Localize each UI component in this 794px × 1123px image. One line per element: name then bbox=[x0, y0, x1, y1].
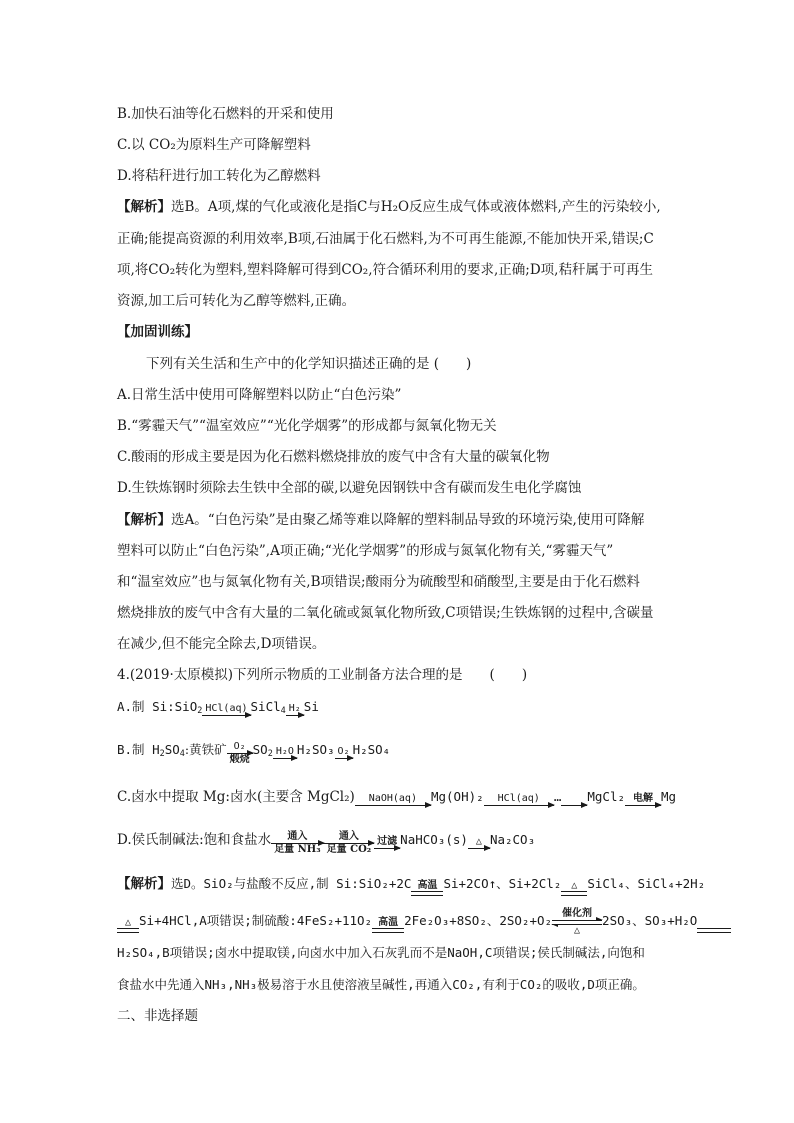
reaction-arrow bbox=[324, 831, 375, 855]
condition-text: △ bbox=[571, 880, 578, 891]
reinforcement-title: 【加固训练】 bbox=[117, 324, 198, 340]
equals-condition bbox=[117, 917, 139, 933]
option-a-prefix: A.制 Si:SiO bbox=[117, 699, 198, 714]
reaction-arrow bbox=[227, 741, 253, 765]
analysis-text: Si+4HCl,A项错误;制硫酸:4FeS₂+11O₂ bbox=[139, 913, 373, 928]
heat-symbol: △ bbox=[574, 925, 581, 936]
reversible-arrow bbox=[552, 908, 602, 936]
analysis-text: SiCl₄、SiCl₄+2H₂ bbox=[587, 876, 706, 891]
option-d-prev: D.将秸秆进行加工转化为乙醇燃料 bbox=[117, 168, 321, 184]
section-heading: 二、非选择题 bbox=[117, 1008, 198, 1024]
condition-text: △ bbox=[125, 917, 132, 928]
option-b-so2: SO bbox=[252, 742, 268, 757]
reaction-arrow bbox=[273, 746, 297, 759]
question-4-option-b: B.制 $H_2SO_4$:黄铁矿 O₂ 煅烧 $SO_2$ H₂O H₂SO₃ O₂ H₂SO₄ bbox=[117, 741, 391, 765]
reinforcement-option-a: A.日常生活中使用可降解塑料以防止“白色污染” bbox=[117, 387, 402, 403]
analysis-text: 选D。SiO₂与盐酸不反应,制 Si:SiO₂+2C bbox=[171, 876, 412, 891]
reinforcement-stem: 下列有关生活和生产中的化学知识描述正确的是 ( ) bbox=[146, 356, 472, 372]
option-b-prev: B.加快石油等化石燃料的开采和使用 bbox=[117, 106, 334, 122]
analysis-text: 2SO₃、SO₃+H₂O bbox=[602, 913, 698, 928]
analysis-text: 选B。A项,煤的气化或液化是指C与H₂O反应生成气体或液体燃料,产生的污染较小, bbox=[171, 199, 661, 215]
analysis-label: 【解析】 bbox=[117, 199, 171, 215]
option-c-product: Mg bbox=[661, 789, 677, 804]
equals-condition bbox=[561, 880, 587, 896]
option-d-intermediate: NaHCO₃(s) bbox=[400, 832, 468, 847]
catalyst-label: 催化剂 bbox=[562, 908, 593, 919]
option-b-prefix: B.制 H bbox=[117, 742, 160, 757]
option-b-h2so3: H₂SO₃ bbox=[296, 742, 335, 757]
arrow-condition: H₂ bbox=[288, 703, 301, 714]
analysis-2-line-5: 在减少,但不能完全除去,D项错误。 bbox=[117, 636, 326, 652]
analysis-1-line-2: 正确;能提高资源的利用效率,B项,石油属于化石燃料,为不可再生能源,不能加快开采,错误;C bbox=[117, 231, 654, 247]
question-4-stem: 4.(2019·太原模拟)下列所示物质的工业制备方法合理的是 ( ) bbox=[117, 667, 528, 683]
arrow-condition: 电解 bbox=[633, 793, 654, 804]
option-a-product: Si bbox=[303, 699, 319, 714]
equals-sign bbox=[697, 917, 731, 933]
heat-symbol: △ bbox=[475, 836, 482, 847]
arrow-condition-bottom: 煅烧 bbox=[229, 754, 250, 765]
option-d-product: Na₂CO₃ bbox=[489, 832, 536, 847]
option-c-prefix: C.卤水中提取 Mg:卤水(主要含 MgCl₂) bbox=[117, 789, 355, 805]
option-b-text: :黄铁矿 bbox=[184, 742, 227, 757]
analysis-2-line-3: 和“温室效应”也与氮氧化物有关,B项错误;酸雨分为硫酸型和硝酸型,主要是由于化石燃料 bbox=[117, 574, 640, 590]
reaction-arrow bbox=[468, 836, 490, 849]
analysis-text: 选A。“白色污染”是由聚乙烯等难以降解的塑料制品导致的环境污染,使用可降解 bbox=[171, 512, 645, 528]
option-b-formula: SO bbox=[164, 742, 180, 757]
analysis-label: 【解析】 bbox=[117, 876, 171, 892]
reinforcement-option-b: B.“雾霾天气”“温室效应”“光化学烟雾”的形成都与氮氧化物无关 bbox=[117, 418, 497, 434]
equals-condition bbox=[411, 880, 443, 896]
option-b-product: H₂SO₄ bbox=[352, 742, 391, 757]
analysis-1-line-1 bbox=[117, 197, 661, 217]
option-d-prefix: D.侯氏制碱法:饱和食盐水 bbox=[117, 832, 272, 848]
arrow-condition: 过滤 bbox=[377, 836, 398, 847]
analysis-2-line-4: 燃烧排放的废气中含有大量的二氧化硫或氮氧化物所致,C项错误;生铁炼钢的过程中,含碳量 bbox=[117, 605, 654, 621]
arrow-condition: H₂O bbox=[275, 746, 294, 757]
analysis-3-line-3: H₂SO₄,B项错误;卤水中提取镁,向卤水中加入石灰乳而不是NaOH,C项错误;侯氏制碱法,向饱和 bbox=[117, 945, 645, 960]
reaction-arrow bbox=[202, 703, 250, 716]
arrow-condition: HCl(aq) bbox=[497, 793, 540, 804]
analysis-1-line-4: 资源,加工后可转化为乙醇等燃料,正确。 bbox=[117, 293, 356, 309]
arrow-condition-top: O₂ bbox=[233, 741, 246, 752]
arrow-condition: O₂ bbox=[337, 746, 350, 757]
analysis-label: 【解析】 bbox=[117, 512, 171, 528]
option-c-intermediate: Mg(OH)₂ bbox=[430, 789, 484, 804]
analysis-3-line-4: 食盐水中先通入NH₃,NH₃极易溶于水且使溶液呈碱性,再通入CO₂,有利于CO₂的吸收,D项正确。 bbox=[117, 977, 645, 992]
reaction-arrow bbox=[484, 793, 554, 806]
arrow-condition-bottom: 足量 CO₂ bbox=[326, 844, 372, 855]
analysis-2-line-1 bbox=[117, 510, 644, 530]
analysis-2-line-2: 塑料可以防止“白色污染”,A项正确;“光化学烟雾”的形成与氮氧化物有关,“雾霾天气” bbox=[117, 543, 614, 559]
option-c-mgcl2: MgCl₂ bbox=[587, 789, 626, 804]
analysis-3-line-2 bbox=[117, 908, 731, 936]
arrow-condition-top: 通入 bbox=[287, 831, 308, 842]
reaction-arrow bbox=[625, 793, 661, 806]
option-a-intermediate: SiCl bbox=[250, 699, 281, 714]
reaction-arrow bbox=[335, 746, 353, 759]
analysis-text: Si+2CO↑、Si+2Cl₂ bbox=[443, 876, 562, 891]
option-c-prev: C.以 CO₂为原料生产可降解塑料 bbox=[117, 137, 311, 153]
reinforcement-option-d: D.生铁炼钢时须除去生铁中全部的碳,以避免因钢铁中含有碳而发生电化学腐蚀 bbox=[117, 480, 582, 496]
equals-condition bbox=[372, 917, 404, 933]
analysis-1-line-3: 项,将CO₂转化为塑料,塑料降解可得到CO₂,符合循环利用的要求,正确;D项,秸秆属于可再生 bbox=[117, 262, 653, 278]
question-4-option-a: A.制 Si:SiO$_2$ HCl(aq) SiCl$_4$ H₂ Si bbox=[117, 699, 319, 716]
option-c-ellipsis: … bbox=[553, 789, 562, 804]
reaction-arrow bbox=[355, 793, 431, 806]
question-4-option-c bbox=[117, 787, 676, 807]
arrow-condition: HCl(aq) bbox=[205, 703, 248, 714]
analysis-text: 2Fe₂O₃+8SO₂、2SO₂+O₂ bbox=[404, 913, 553, 928]
reaction-arrow bbox=[286, 703, 304, 716]
reaction-arrow bbox=[271, 831, 323, 855]
condition-text: 高温 bbox=[417, 880, 438, 891]
reaction-arrow bbox=[561, 793, 587, 806]
reinforcement-option-c: C.酸雨的形成主要是因为化石燃料燃烧排放的废气中含有大量的碳氧化物 bbox=[117, 449, 550, 465]
reaction-arrow bbox=[374, 836, 400, 849]
arrow-condition-bottom: 足量 NH₃ bbox=[274, 844, 321, 855]
condition-text: 高温 bbox=[378, 917, 399, 928]
arrow-condition-top: 通入 bbox=[338, 831, 359, 842]
arrow-condition: NaOH(aq) bbox=[368, 793, 417, 804]
analysis-3-line-1 bbox=[117, 874, 705, 896]
question-4-option-d bbox=[117, 830, 535, 855]
